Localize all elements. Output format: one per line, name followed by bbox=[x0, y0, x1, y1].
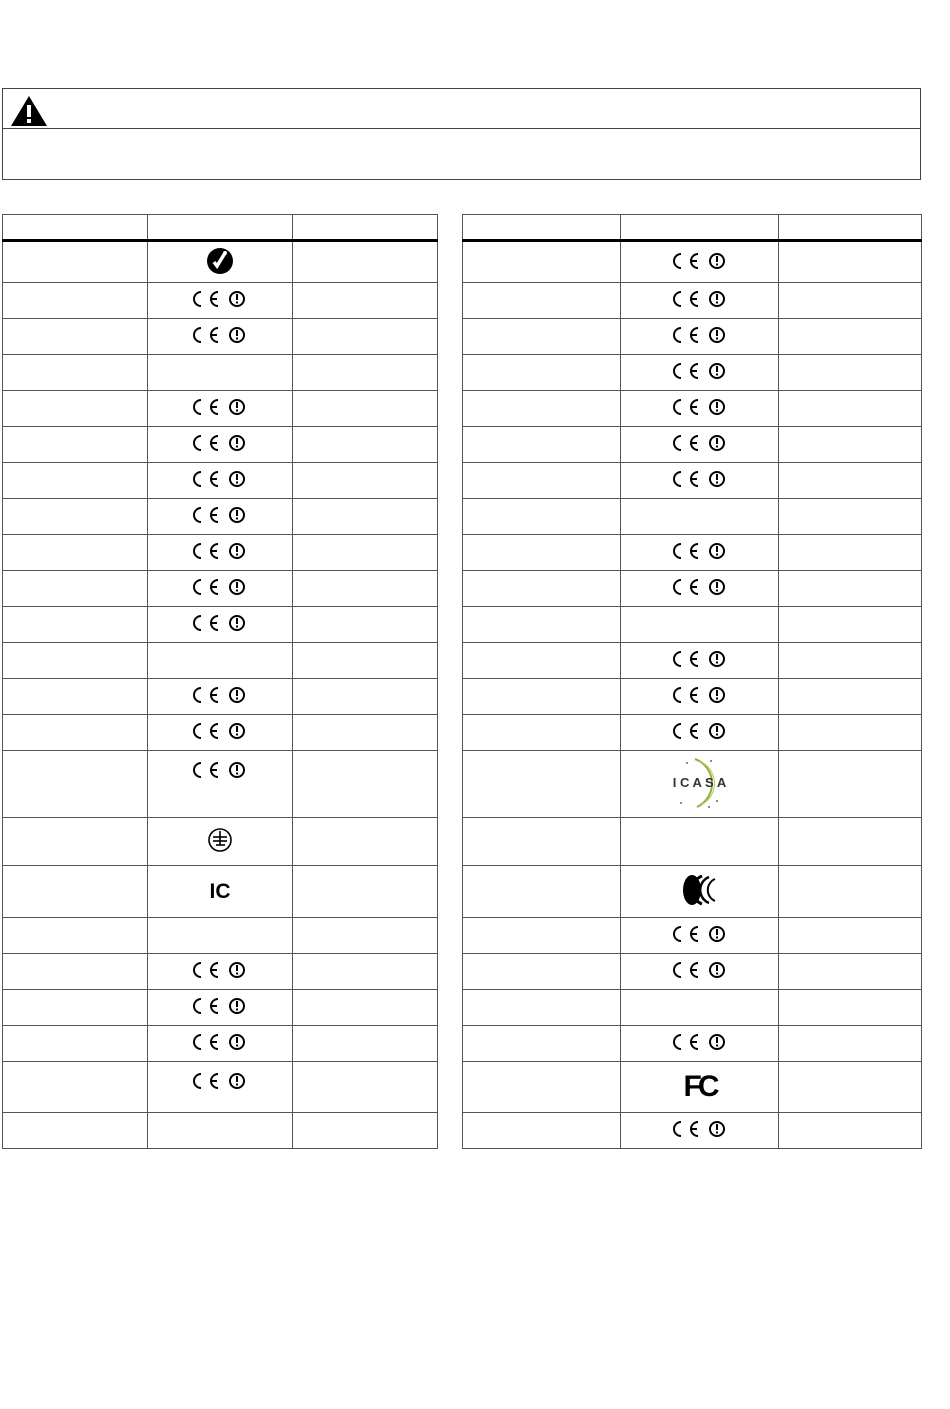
approval-mark-cell bbox=[621, 1113, 779, 1149]
warning-header bbox=[3, 89, 920, 129]
approval-mark-cell bbox=[621, 319, 779, 355]
table-row bbox=[463, 391, 922, 427]
table-cell bbox=[3, 241, 148, 283]
table-row bbox=[463, 990, 922, 1026]
table-cell bbox=[293, 643, 438, 679]
table-cell bbox=[779, 715, 922, 751]
table-row bbox=[463, 499, 922, 535]
table-cell bbox=[779, 918, 922, 954]
table-cell bbox=[779, 241, 922, 283]
icasa-logo-text: I C A S A bbox=[672, 774, 727, 790]
table-cell bbox=[463, 954, 621, 990]
approval-mark-cell bbox=[148, 1026, 293, 1062]
ce-alert-mark-icon bbox=[672, 362, 728, 380]
approval-mark-cell bbox=[621, 427, 779, 463]
table-row bbox=[3, 319, 438, 355]
ce-alert-mark-icon bbox=[192, 614, 248, 632]
approval-mark-cell bbox=[148, 241, 293, 283]
ce-alert-mark-icon bbox=[672, 961, 728, 979]
table-cell bbox=[463, 535, 621, 571]
table-row bbox=[463, 283, 922, 319]
approval-mark-cell bbox=[148, 607, 293, 643]
ce-alert-mark-icon bbox=[672, 650, 728, 668]
table-cell bbox=[779, 535, 922, 571]
table-cell bbox=[463, 499, 621, 535]
approval-mark-cell bbox=[148, 427, 293, 463]
table-cell bbox=[463, 866, 621, 918]
table-cell bbox=[3, 715, 148, 751]
approval-mark-cell bbox=[148, 866, 293, 918]
table-cell bbox=[463, 751, 621, 818]
table-cell bbox=[293, 427, 438, 463]
approval-mark-cell bbox=[621, 283, 779, 319]
table-header-row bbox=[463, 215, 922, 241]
table-row bbox=[3, 1026, 438, 1062]
table-cell bbox=[463, 918, 621, 954]
approval-table-left bbox=[2, 214, 438, 1149]
table-cell bbox=[779, 319, 922, 355]
table-row bbox=[463, 241, 922, 283]
ce-alert-mark-icon bbox=[192, 761, 248, 779]
table-cell bbox=[779, 499, 922, 535]
approval-mark-cell bbox=[621, 535, 779, 571]
table-cell bbox=[293, 751, 438, 818]
approval-mark-cell bbox=[148, 355, 293, 391]
table-cell bbox=[463, 241, 621, 283]
table-cell bbox=[3, 918, 148, 954]
table-row bbox=[3, 866, 438, 918]
table-cell bbox=[293, 866, 438, 918]
table-cell bbox=[779, 866, 922, 918]
table-row bbox=[463, 1026, 922, 1062]
table-cell bbox=[293, 463, 438, 499]
table-row bbox=[3, 463, 438, 499]
table-cell bbox=[463, 355, 621, 391]
ce-alert-mark-icon bbox=[672, 542, 728, 560]
table-cell bbox=[293, 715, 438, 751]
table-cell bbox=[779, 1113, 922, 1149]
table-cell bbox=[293, 535, 438, 571]
table-row bbox=[3, 535, 438, 571]
approval-mark-cell bbox=[148, 751, 293, 818]
ce-alert-mark-icon bbox=[192, 398, 248, 416]
table-cell bbox=[3, 607, 148, 643]
ce-alert-mark-icon bbox=[192, 326, 248, 344]
approval-mark-cell bbox=[148, 715, 293, 751]
table-cell bbox=[779, 1026, 922, 1062]
approval-mark-cell bbox=[148, 283, 293, 319]
approval-mark-cell bbox=[621, 499, 779, 535]
table-cell bbox=[779, 818, 922, 866]
table-row bbox=[463, 751, 922, 818]
table-row bbox=[3, 818, 438, 866]
ce-alert-mark-icon bbox=[672, 398, 728, 416]
table-cell bbox=[3, 679, 148, 715]
table-row bbox=[463, 643, 922, 679]
table-cell bbox=[293, 241, 438, 283]
table-cell bbox=[779, 990, 922, 1026]
table-row bbox=[463, 535, 922, 571]
table-cell bbox=[779, 607, 922, 643]
column-header bbox=[3, 215, 148, 241]
approval-mark-cell bbox=[621, 751, 779, 818]
ic-logo: IC bbox=[209, 880, 231, 903]
table-cell bbox=[293, 990, 438, 1026]
ce-alert-mark-icon bbox=[672, 1033, 728, 1051]
approval-mark-cell bbox=[621, 355, 779, 391]
table-cell bbox=[3, 751, 148, 818]
approval-mark-cell bbox=[621, 866, 779, 918]
table-row bbox=[3, 643, 438, 679]
table-row bbox=[3, 427, 438, 463]
table-row bbox=[3, 607, 438, 643]
table-row bbox=[3, 679, 438, 715]
table-row bbox=[463, 1113, 922, 1149]
table-cell bbox=[293, 918, 438, 954]
fcc-logo: FC bbox=[683, 1070, 716, 1103]
table-cell bbox=[293, 954, 438, 990]
icasa-logo bbox=[665, 755, 735, 811]
warning-triangle-icon bbox=[10, 95, 48, 127]
approval-mark-cell bbox=[621, 918, 779, 954]
table-cell bbox=[3, 954, 148, 990]
table-row bbox=[3, 571, 438, 607]
table-cell bbox=[463, 1026, 621, 1062]
approval-mark-cell bbox=[621, 1026, 779, 1062]
c-tick-mark-icon bbox=[205, 247, 235, 275]
ce-alert-mark-icon bbox=[672, 434, 728, 452]
approval-mark-cell bbox=[621, 241, 779, 283]
table-cell bbox=[293, 679, 438, 715]
approval-mark-cell bbox=[148, 643, 293, 679]
table-cell bbox=[3, 535, 148, 571]
approval-mark-cell bbox=[621, 391, 779, 427]
telec-mark-icon bbox=[207, 827, 233, 853]
table-cell bbox=[779, 391, 922, 427]
table-cell bbox=[3, 427, 148, 463]
table-row bbox=[463, 463, 922, 499]
ce-alert-mark-icon bbox=[672, 290, 728, 308]
table-row bbox=[3, 918, 438, 954]
table-cell bbox=[779, 571, 922, 607]
ncc-logo-icon bbox=[680, 872, 720, 908]
table-cell bbox=[3, 319, 148, 355]
table-row bbox=[463, 427, 922, 463]
ce-alert-mark-icon bbox=[672, 470, 728, 488]
approval-mark-cell bbox=[148, 954, 293, 990]
table-cell bbox=[779, 954, 922, 990]
table-cell bbox=[3, 818, 148, 866]
table-cell bbox=[3, 1113, 148, 1149]
ce-alert-mark-icon bbox=[672, 925, 728, 943]
ce-alert-mark-icon bbox=[672, 326, 728, 344]
table-row bbox=[3, 751, 438, 818]
table-row bbox=[463, 818, 922, 866]
table-row bbox=[463, 355, 922, 391]
table-cell bbox=[463, 1062, 621, 1113]
column-header bbox=[621, 215, 779, 241]
table-cell bbox=[779, 679, 922, 715]
table-cell bbox=[779, 427, 922, 463]
table-cell bbox=[779, 1062, 922, 1113]
approval-mark-cell bbox=[621, 571, 779, 607]
table-row bbox=[3, 355, 438, 391]
table-row bbox=[463, 607, 922, 643]
table-cell bbox=[463, 715, 621, 751]
approval-mark-cell bbox=[148, 990, 293, 1026]
table-cell bbox=[463, 990, 621, 1026]
approval-mark-cell bbox=[621, 715, 779, 751]
table-cell bbox=[779, 283, 922, 319]
table-cell bbox=[293, 283, 438, 319]
table-cell bbox=[293, 607, 438, 643]
approval-mark-cell bbox=[621, 643, 779, 679]
approval-mark-cell bbox=[148, 319, 293, 355]
table-cell bbox=[463, 679, 621, 715]
table-row bbox=[463, 918, 922, 954]
table-cell bbox=[463, 607, 621, 643]
table-cell bbox=[779, 751, 922, 818]
ce-alert-mark-icon bbox=[672, 578, 728, 596]
table-cell bbox=[779, 463, 922, 499]
table-row bbox=[3, 241, 438, 283]
approval-mark-cell bbox=[621, 463, 779, 499]
table-row bbox=[463, 679, 922, 715]
approval-mark-cell bbox=[148, 571, 293, 607]
approval-mark-cell bbox=[148, 818, 293, 866]
ce-alert-mark-icon bbox=[192, 542, 248, 560]
ce-alert-mark-icon bbox=[192, 1033, 248, 1051]
table-cell bbox=[293, 499, 438, 535]
approval-mark-cell bbox=[621, 954, 779, 990]
table-row bbox=[463, 571, 922, 607]
table-cell bbox=[3, 1026, 148, 1062]
approval-mark-cell bbox=[621, 818, 779, 866]
column-header bbox=[148, 215, 293, 241]
warning-box bbox=[2, 88, 921, 180]
table-cell bbox=[463, 818, 621, 866]
table-cell bbox=[463, 283, 621, 319]
ce-alert-mark-icon bbox=[192, 434, 248, 452]
table-row bbox=[3, 499, 438, 535]
ce-alert-mark-icon bbox=[192, 961, 248, 979]
table-cell bbox=[3, 1062, 148, 1113]
ce-alert-mark-icon bbox=[192, 578, 248, 596]
table-row bbox=[3, 391, 438, 427]
approval-mark-cell bbox=[148, 679, 293, 715]
ce-alert-mark-icon bbox=[192, 997, 248, 1015]
table-cell bbox=[779, 355, 922, 391]
table-cell bbox=[293, 355, 438, 391]
table-cell bbox=[3, 463, 148, 499]
ce-alert-mark-icon bbox=[192, 506, 248, 524]
table-cell bbox=[463, 391, 621, 427]
warning-body bbox=[3, 129, 920, 181]
approval-mark-cell bbox=[148, 463, 293, 499]
table-cell bbox=[463, 463, 621, 499]
ce-alert-mark-icon bbox=[192, 1072, 248, 1090]
table-cell bbox=[293, 319, 438, 355]
approval-table-right bbox=[462, 214, 922, 1149]
ce-alert-mark-icon bbox=[192, 470, 248, 488]
table-row bbox=[463, 1062, 922, 1113]
table-cell bbox=[463, 319, 621, 355]
table-cell bbox=[779, 643, 922, 679]
ce-alert-mark-icon bbox=[192, 722, 248, 740]
ce-alert-mark-icon bbox=[672, 1120, 728, 1138]
approval-mark-cell bbox=[621, 607, 779, 643]
approval-mark-cell bbox=[148, 499, 293, 535]
table-cell bbox=[293, 1113, 438, 1149]
table-row bbox=[3, 715, 438, 751]
table-row bbox=[3, 954, 438, 990]
ce-alert-mark-icon bbox=[192, 686, 248, 704]
approval-mark-cell bbox=[621, 990, 779, 1026]
approval-mark-cell bbox=[621, 1062, 779, 1113]
table-cell bbox=[3, 499, 148, 535]
approval-mark-cell bbox=[621, 679, 779, 715]
approval-mark-cell bbox=[148, 391, 293, 427]
table-row bbox=[463, 319, 922, 355]
table-row bbox=[3, 283, 438, 319]
ce-alert-mark-icon bbox=[192, 290, 248, 308]
ce-alert-mark-icon bbox=[672, 686, 728, 704]
approval-mark-cell bbox=[148, 1062, 293, 1113]
column-header bbox=[293, 215, 438, 241]
table-header-row bbox=[3, 215, 438, 241]
table-cell bbox=[3, 283, 148, 319]
table-cell bbox=[3, 355, 148, 391]
column-header bbox=[779, 215, 922, 241]
table-cell bbox=[463, 1113, 621, 1149]
table-cell bbox=[463, 571, 621, 607]
table-cell bbox=[3, 866, 148, 918]
ce-alert-mark-icon bbox=[672, 722, 728, 740]
table-cell bbox=[3, 571, 148, 607]
table-cell bbox=[293, 818, 438, 866]
table-cell bbox=[293, 1026, 438, 1062]
table-cell bbox=[463, 427, 621, 463]
table-row bbox=[463, 866, 922, 918]
table-row bbox=[463, 715, 922, 751]
column-header bbox=[463, 215, 621, 241]
table-row bbox=[3, 1113, 438, 1149]
table-cell bbox=[3, 643, 148, 679]
table-row bbox=[3, 1062, 438, 1113]
table-row bbox=[463, 954, 922, 990]
table-cell bbox=[3, 391, 148, 427]
table-cell bbox=[3, 990, 148, 1026]
table-cell bbox=[293, 391, 438, 427]
table-row bbox=[3, 990, 438, 1026]
approval-mark-cell bbox=[148, 918, 293, 954]
ce-alert-mark-icon bbox=[672, 252, 728, 270]
table-cell bbox=[293, 1062, 438, 1113]
table-cell bbox=[293, 571, 438, 607]
approval-mark-cell bbox=[148, 535, 293, 571]
approval-mark-cell bbox=[148, 1113, 293, 1149]
table-cell bbox=[463, 643, 621, 679]
